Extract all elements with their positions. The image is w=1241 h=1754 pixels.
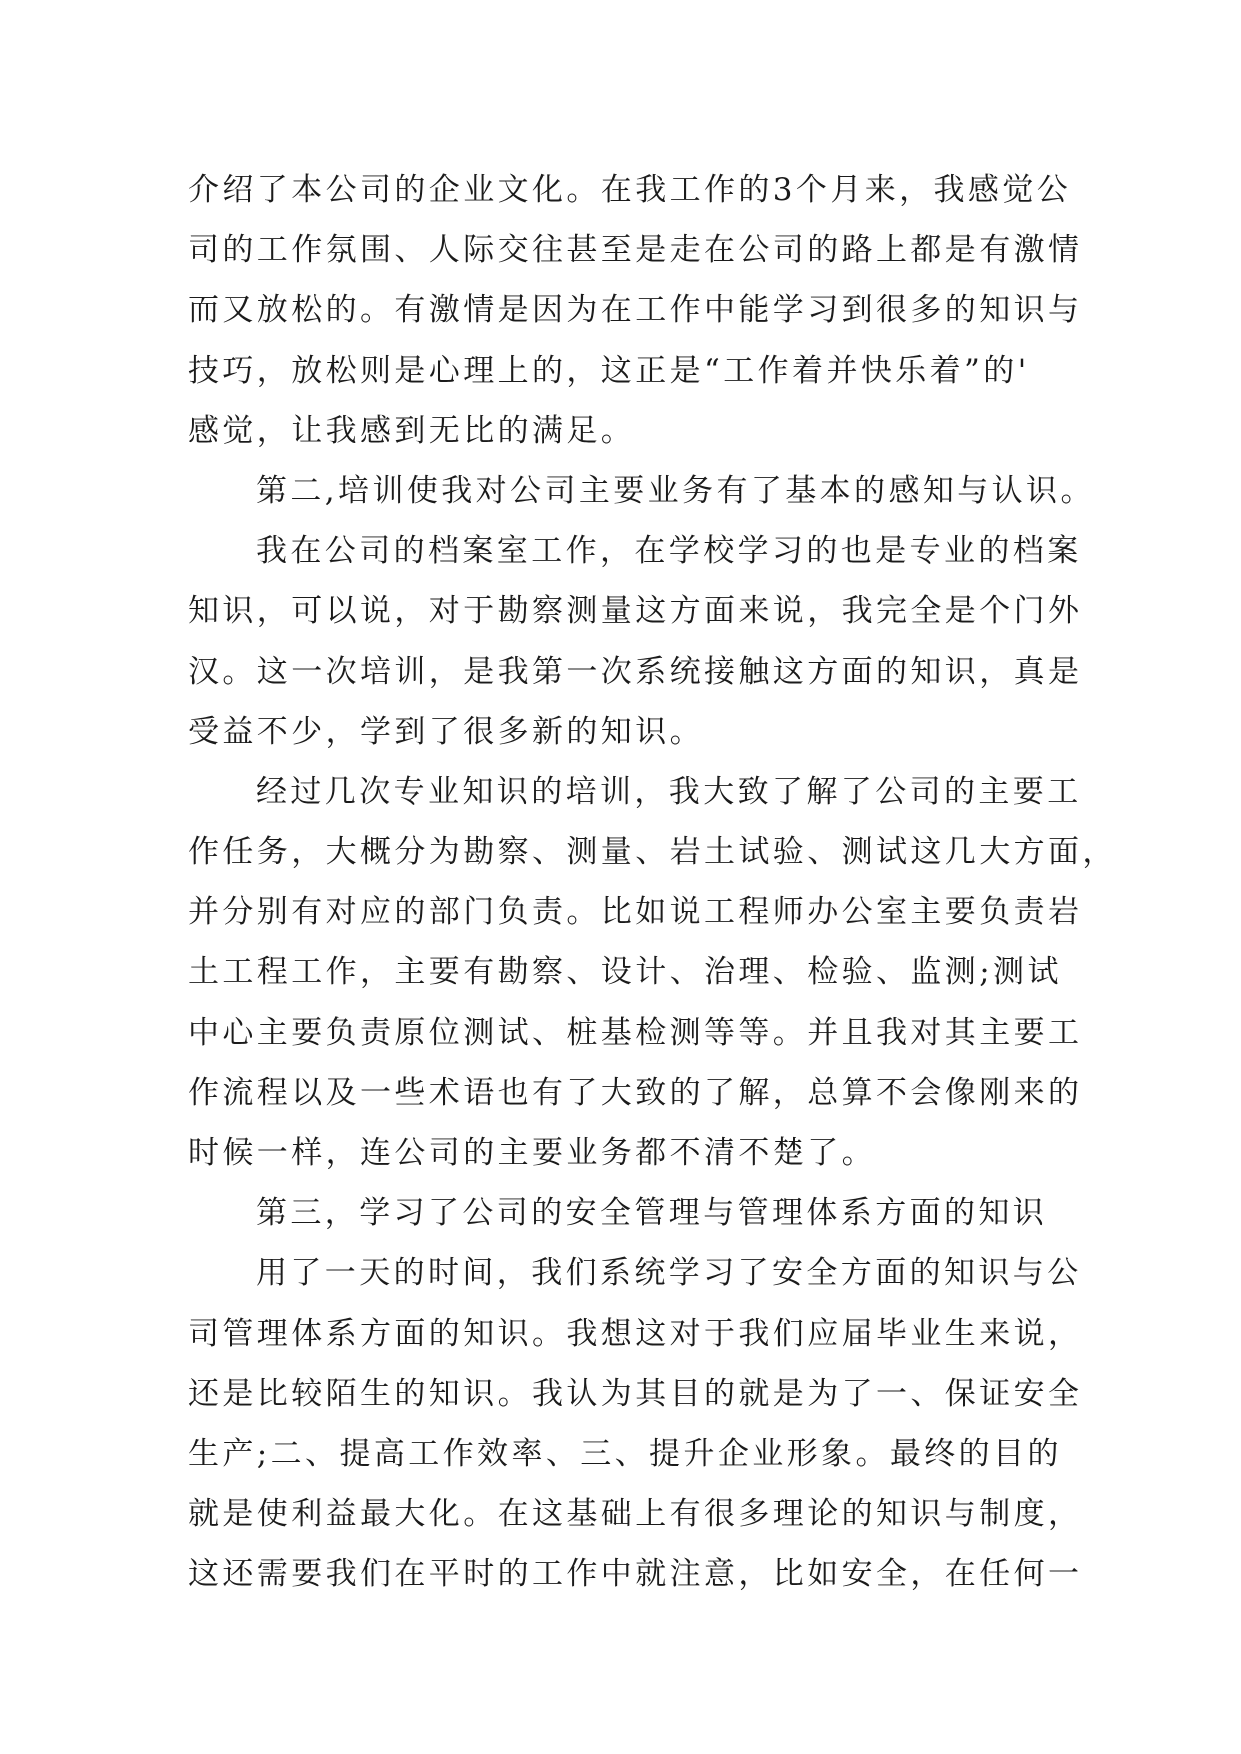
text-line: 汉。这一次培训，是我第一次系统接触这方面的知识，真是 — [188, 653, 1083, 690]
text-line: 知识，可以说，对于勘察测量这方面来说，我完全是个门外 — [188, 593, 1083, 630]
text-line: 中心主要负责原位测试、桩基检测等等。并且我对其主要工 — [188, 1014, 1083, 1051]
text-line: 作任务，大概分为勘察、测量、岩土试验、测试这几大方面， — [188, 834, 1117, 871]
text-line: 技巧，放松则是心理上的，这正是“工作着并快乐着”的' — [188, 352, 1030, 389]
text-line: 司的工作氛围、人际交往甚至是走在公司的路上都是有激情 — [188, 232, 1083, 269]
paragraph-start-line: 我在公司的档案室工作，在学校学习的也是专业的档案 — [256, 533, 1082, 570]
text-line: 就是使利益最大化。在这基础上有很多理论的知识与制度， — [188, 1496, 1083, 1533]
text-line: 感觉，让我感到无比的满足。 — [188, 412, 636, 449]
text-line: 生产;二、提高工作效率、三、提升企业形象。最终的目的 — [188, 1435, 1062, 1472]
text-line: 介绍了本公司的企业文化。在我工作的3个月来，我感觉公 — [188, 172, 1072, 208]
text-line: 而又放松的。有激情是因为在工作中能学习到很多的知识与 — [188, 292, 1083, 329]
paragraph-start-line: 经过几次专业知识的培训，我大致了解了公司的主要工 — [256, 773, 1082, 810]
section-heading: 第三，学习了公司的安全管理与管理体系方面的知识 — [256, 1195, 1048, 1232]
paragraph-start-line: 用了一天的时间，我们系统学习了安全方面的知识与公 — [256, 1255, 1082, 1292]
section-heading: 第二,培训使我对公司主要业务有了基本的感知与认识。 — [256, 472, 1095, 509]
text-line: 还是比较陌生的知识。我认为其目的就是为了一、保证安全 — [188, 1375, 1083, 1412]
text-line: 受益不少，学到了很多新的知识。 — [188, 713, 704, 750]
text-line: 作流程以及一些术语也有了大致的了解，总算不会像刚来的 — [188, 1074, 1083, 1111]
text-line: 时候一样，连公司的主要业务都不清不楚了。 — [188, 1135, 876, 1171]
text-line: 司管理体系方面的知识。我想这对于我们应届毕业生来说， — [188, 1315, 1083, 1352]
body-text — [188, 160, 1117, 1605]
text-line: 这还需要我们在平时的工作中就注意，比如安全，在任何一 — [188, 1556, 1083, 1593]
text-line: 并分别有对应的部门负责。比如说工程师办公室主要负责岩 — [188, 894, 1083, 931]
text-line: 土工程工作，主要有勘察、设计、治理、检验、监测;测试 — [188, 954, 1062, 991]
